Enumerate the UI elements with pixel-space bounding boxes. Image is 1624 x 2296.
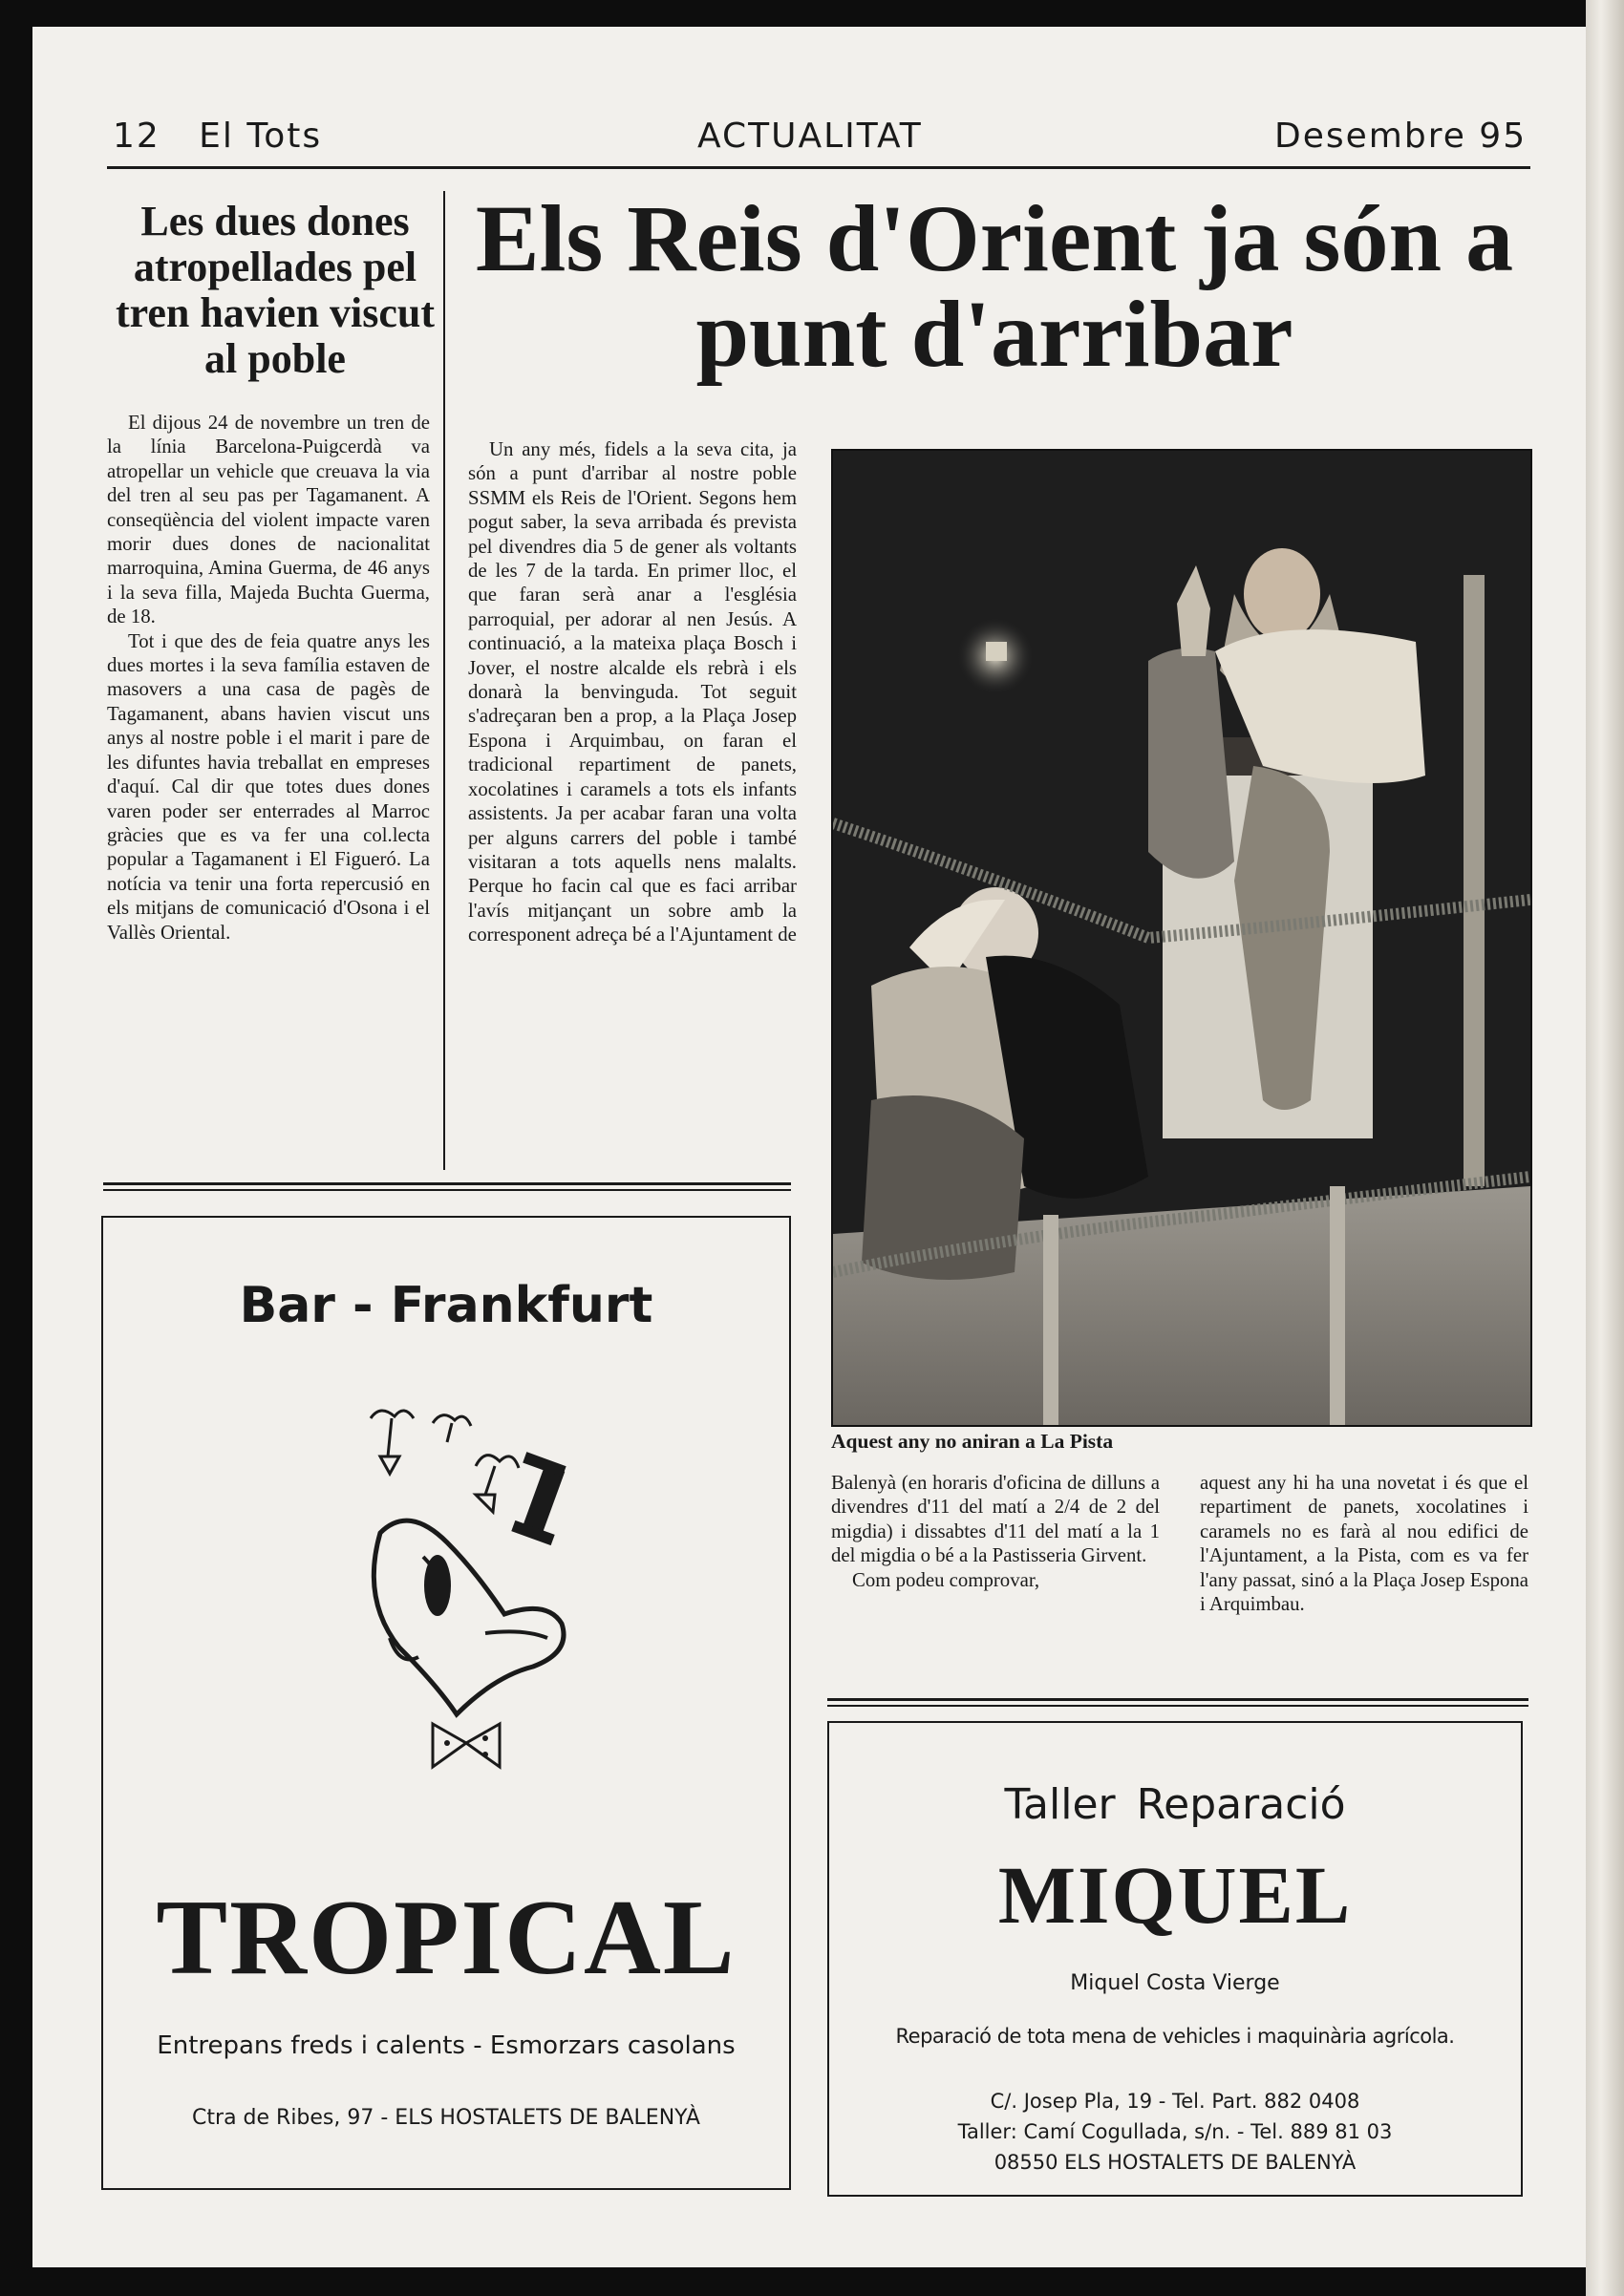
side-article-paragraph: El dijous 24 de novembre un tren de la línia Barcelona-Puigcerdà va atropellar un vehicle que creuava la via del tren al seu pas per Tagamanent. A conseqüència del violent impacte varen morir dues dones de nacionalitat marroquina, Amina Guerma, de 46 anys i la seva filla, Majeda Buchta Guerma, de 18. xyxy=(107,412,430,628)
page-edge xyxy=(1586,0,1624,2296)
taller-owner: Miquel Costa Vierge xyxy=(1070,1971,1280,1995)
section-double-rule xyxy=(103,1182,791,1191)
taller-address-1: C/. Josep Pla, 19 - Tel. Part. 882 0408 xyxy=(990,2090,1360,2113)
tropical-brand: TROPICAL xyxy=(156,1879,737,1997)
main-article-paragraph: Com podeu comprovar, xyxy=(852,1568,1040,1591)
reis-photo xyxy=(831,449,1532,1427)
bar-name: Bar - Frankfurt xyxy=(239,1277,653,1334)
main-article-column-1 xyxy=(468,437,797,947)
bar-frankfurt-ad xyxy=(101,1216,791,2190)
side-article-paragraph: Tot i que des de feia quatre anys les dues mortes i la seva família estaven de masovers a una casa de pagès de Tagamanent, abans havien viscut uns anys al nostre poble i el marit i pare de les difuntes havia treballat en empreses d'aquí. Cal dir que totes dues dones varen poder ser enterrades al Marroc gràcies que es va fer una col.lecta popular a Tagamanent i El Figueró. La notícia va tenir una forta repercusió en els mitjans de comunicació d'Osona i el Vallès Oriental. xyxy=(107,629,430,944)
taller-address-3: 08550 ELS HOSTALETS DE BALENYÀ xyxy=(994,2151,1357,2174)
main-article-headline: Els Reis d'Orient ja són a punt d'arribar xyxy=(475,185,1514,387)
taller-services: Reparació de tota mena de vehicles i maquinària agrícola. xyxy=(895,2025,1455,2048)
main-article-paragraph: Un any més, fidels a la seva cita, ja són a punt d'arribar al nostre poble SSMM els Reis de l'Orient. Segons hem pogut saber, la seva arribada és prevista pel divendres dia 5 de gener als voltants de les 7 de la tarda. En primer lloc, el que faran serà anar a l'església parroquial, per adorar al nen Jesús. A continuació, a la mateixa plaça Bosch i Jover, el nostre alcalde els rebrà i els donarà la benvinguda. Tot seguit s'adreçaran ben a prop, a la Plaça Josep Espona i Arquimbau, on faran el tradicional repartiment de panets, xocolatines i caramels a tots els infants assistents. Ja per acabar faran una volta per alguns carrers del poble i també visitaran a tots aquells nens malalts. Perque ho facin cal que es faci arribar l'avís mitjançant un sobre amb la corresponent adreça bé a l'Ajuntament de xyxy=(468,438,797,946)
side-article-headline: Les dues dones atropellades pel tren havien viscut al poble xyxy=(115,198,436,382)
taller-title: Taller Reparació xyxy=(1004,1780,1346,1829)
main-article-paragraph: Balenyà (en horaris d'oficina de dilluns a divendres d'11 del matí a 2/4 de 2 del migdia) i dissabtes d'11 del matí a la 1 del migdia o bé a la Pastisseria Girvent. xyxy=(831,1472,1160,1567)
taller-miquel-ad xyxy=(827,1721,1523,2197)
tropical-heart-icon xyxy=(342,1399,590,1800)
bar-slogan: Entrepans freds i calents - Esmorzars casolans xyxy=(157,2031,736,2060)
photo-caption: Aquest any no aniran a La Pista xyxy=(831,1430,1114,1453)
page-number: 12 xyxy=(113,117,160,156)
section-double-rule xyxy=(827,1698,1528,1707)
issue-date: Desembre 95 xyxy=(1274,117,1528,156)
side-article-body xyxy=(107,411,430,945)
taller-name: MIQUEL xyxy=(997,1849,1353,1941)
main-article-column-2 xyxy=(831,1471,1160,1592)
section-name: ACTUALITAT xyxy=(697,117,923,156)
publication-name: El Tots xyxy=(199,117,323,156)
bar-address: Ctra de Ribes, 97 - ELS HOSTALETS DE BALENYÀ xyxy=(192,2106,700,2130)
main-article-paragraph: aquest any hi ha una novetat i és que el repartiment de panets, xocolatines i caramels no es farà al nou edifici de l'Ajuntament, a la Pista, com es va fer l'any passat, sinó a la Plaça Josep Espona i Arquimbau. xyxy=(1200,1472,1528,1616)
photo-illustration xyxy=(833,451,1530,1425)
main-article-column-3 xyxy=(1200,1471,1528,1616)
page-number-publication xyxy=(113,117,322,156)
header-rule xyxy=(107,166,1530,169)
column-divider xyxy=(443,191,445,1170)
taller-address-2: Taller: Camí Cogullada, s/n. - Tel. 889 81 03 xyxy=(957,2120,1393,2143)
